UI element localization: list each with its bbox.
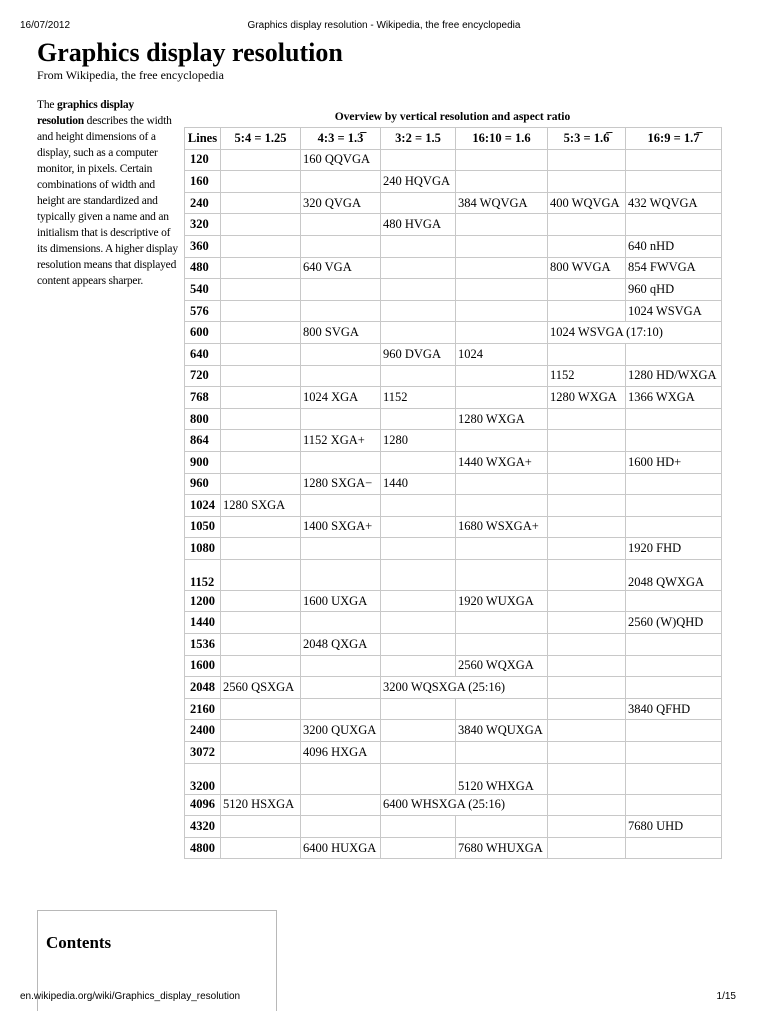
- resolution-cell: 384 WQVGA: [456, 192, 548, 214]
- resolution-cell: 2048 QWXGA: [626, 559, 722, 590]
- resolution-cell: [221, 590, 301, 612]
- resolution-cell: [301, 171, 381, 193]
- resolution-cell: [381, 763, 456, 794]
- resolution-cell: [381, 322, 456, 344]
- resolution-cell: [221, 634, 301, 656]
- resolution-cell: 1440: [381, 473, 456, 495]
- resolution-cell: [456, 171, 548, 193]
- table-row: [185, 612, 722, 634]
- row-lines-cell: 864: [185, 430, 221, 452]
- resolution-cell: 1152: [381, 387, 456, 409]
- resolution-cell: 640 nHD: [626, 235, 722, 257]
- resolution-cell: 1400 SXGA+: [301, 516, 381, 538]
- resolution-cell: [626, 149, 722, 171]
- resolution-cell: 1920 WUXGA: [456, 590, 548, 612]
- table-row: [185, 387, 722, 409]
- row-lines-cell: 800: [185, 408, 221, 430]
- table-row: [185, 235, 722, 257]
- resolution-cell: [381, 698, 456, 720]
- column-header: 5:4 = 1.25: [221, 128, 301, 150]
- resolution-cell: 1024 WSVGA (17:10): [548, 322, 722, 344]
- resolution-cell: [626, 742, 722, 764]
- resolution-cell: [456, 612, 548, 634]
- resolution-cell: [221, 387, 301, 409]
- row-lines-cell: 540: [185, 279, 221, 301]
- resolution-cell: [626, 343, 722, 365]
- table-row: [185, 473, 722, 495]
- resolution-cell: [381, 612, 456, 634]
- resolution-cell: [301, 559, 381, 590]
- row-lines-cell: 576: [185, 300, 221, 322]
- resolution-cell: [381, 300, 456, 322]
- resolution-cell: [626, 590, 722, 612]
- resolution-cell: [381, 742, 456, 764]
- resolution-cell: 1280 SXGA−: [301, 473, 381, 495]
- resolution-cell: [548, 590, 626, 612]
- row-lines-cell: 1050: [185, 516, 221, 538]
- resolution-cell: [381, 279, 456, 301]
- resolution-cell: 1152 XGA+: [301, 430, 381, 452]
- row-lines-cell: 2160: [185, 698, 221, 720]
- row-lines-cell: 1024: [185, 495, 221, 517]
- table-row: [185, 677, 722, 699]
- resolution-cell: 3840 QFHD: [626, 698, 722, 720]
- resolution-cell: [221, 365, 301, 387]
- resolution-cell: [381, 720, 456, 742]
- resolution-cell: [301, 235, 381, 257]
- resolution-cell: 1024: [456, 343, 548, 365]
- resolution-cell: 320 QVGA: [301, 192, 381, 214]
- row-lines-cell: 1440: [185, 612, 221, 634]
- row-lines-cell: 1600: [185, 655, 221, 677]
- table-row: [185, 794, 722, 816]
- resolution-cell: [221, 538, 301, 560]
- resolution-cell: [456, 214, 548, 236]
- resolution-cell: [221, 612, 301, 634]
- resolution-cell: [381, 816, 456, 838]
- resolution-cell: [301, 794, 381, 816]
- resolution-cell: [626, 516, 722, 538]
- resolution-cell: 1600 UXGA: [301, 590, 381, 612]
- resolution-cell: [626, 214, 722, 236]
- resolution-cell: [381, 516, 456, 538]
- resolution-cell: 3840 WQUXGA: [456, 720, 548, 742]
- resolution-cell: 400 WQVGA: [548, 192, 626, 214]
- resolution-cell: [548, 794, 626, 816]
- resolution-cell: [381, 590, 456, 612]
- resolution-cell: [548, 300, 626, 322]
- contents-title: Contents: [46, 933, 112, 952]
- row-lines-cell: 2048: [185, 677, 221, 699]
- resolution-cell: [221, 214, 301, 236]
- resolution-cell: [456, 257, 548, 279]
- resolution-cell: [301, 698, 381, 720]
- table-row: [185, 279, 722, 301]
- print-footer-url: en.wikipedia.org/wiki/Graphics_display_resolution: [20, 991, 241, 1002]
- table-row: [185, 720, 722, 742]
- resolution-cell: 1024 XGA: [301, 387, 381, 409]
- resolution-cell: [221, 473, 301, 495]
- resolution-cell: 5120 HSXGA: [221, 794, 301, 816]
- resolution-cell: [456, 300, 548, 322]
- row-lines-cell: 640: [185, 343, 221, 365]
- resolution-cell: 960 qHD: [626, 279, 722, 301]
- column-header: Lines: [185, 128, 221, 150]
- resolution-cell: 640 VGA: [301, 257, 381, 279]
- row-lines-cell: 900: [185, 451, 221, 473]
- intro-prefix: The: [37, 99, 57, 111]
- resolution-cell: 7680 UHD: [626, 816, 722, 838]
- resolution-cell: [548, 837, 626, 859]
- table-row: [185, 742, 722, 764]
- resolution-cell: [381, 634, 456, 656]
- table-row: [185, 257, 722, 279]
- resolution-cell: [548, 720, 626, 742]
- resolution-cell: [456, 279, 548, 301]
- resolution-cell: 2560 (W)QHD: [626, 612, 722, 634]
- resolution-cell: 3200 WQSXGA (25:16): [381, 677, 548, 699]
- table-row: [185, 451, 722, 473]
- resolution-cell: 1280: [381, 430, 456, 452]
- resolution-cell: 1280 WXGA: [456, 408, 548, 430]
- resolution-cell: [456, 559, 548, 590]
- resolution-cell: [626, 794, 722, 816]
- resolution-cell: [221, 149, 301, 171]
- resolution-cell: [548, 559, 626, 590]
- print-date: 16/07/2012: [20, 20, 71, 31]
- resolution-cell: [548, 763, 626, 794]
- resolution-cell: [301, 343, 381, 365]
- row-lines-cell: 120: [185, 149, 221, 171]
- table-row: [185, 322, 722, 344]
- resolution-cell: 1024 WSVGA: [626, 300, 722, 322]
- resolution-cell: [548, 473, 626, 495]
- resolution-cell: [548, 495, 626, 517]
- resolution-cell: [221, 698, 301, 720]
- table-row: [185, 559, 722, 590]
- resolution-cell: 1280 SXGA: [221, 495, 301, 517]
- resolution-cell: [221, 322, 301, 344]
- resolution-cell: [221, 451, 301, 473]
- resolution-cell: [548, 655, 626, 677]
- row-lines-cell: 4320: [185, 816, 221, 838]
- column-header: 16:10 = 1.6: [456, 128, 548, 150]
- resolution-cell: [301, 214, 381, 236]
- row-lines-cell: 4800: [185, 837, 221, 859]
- table-row: [185, 816, 722, 838]
- table-row: [185, 408, 722, 430]
- resolution-cell: 2560 WQXGA: [456, 655, 548, 677]
- resolution-cell: [548, 677, 626, 699]
- print-header-title: Graphics display resolution - Wikipedia, the free encyclopedia: [247, 20, 521, 31]
- resolution-cell: [301, 365, 381, 387]
- resolution-cell: [456, 387, 548, 409]
- resolution-cell: [548, 149, 626, 171]
- resolution-cell: [301, 612, 381, 634]
- row-lines-cell: 240: [185, 192, 221, 214]
- table-row: [185, 343, 722, 365]
- resolution-cell: [301, 451, 381, 473]
- resolution-cell: 1152: [548, 365, 626, 387]
- resolution-cell: 1680 WSXGA+: [456, 516, 548, 538]
- table-row: [185, 365, 722, 387]
- resolution-cell: [381, 538, 456, 560]
- print-page-number: 1/15: [716, 991, 736, 1002]
- resolution-cell: 1366 WXGA: [626, 387, 722, 409]
- row-lines-cell: 3200: [185, 763, 221, 794]
- resolution-cell: [548, 279, 626, 301]
- table-header-row: [185, 128, 722, 150]
- resolution-cell: 960 DVGA: [381, 343, 456, 365]
- table-row: [185, 171, 722, 193]
- page-subtitle: From Wikipedia, the free encyclopedia: [37, 68, 224, 82]
- table-row: [185, 763, 722, 794]
- row-lines-cell: 1152: [185, 559, 221, 590]
- row-lines-cell: 160: [185, 171, 221, 193]
- resolution-cell: [548, 343, 626, 365]
- resolution-cell: [381, 837, 456, 859]
- resolution-cell: [626, 655, 722, 677]
- row-lines-cell: 720: [185, 365, 221, 387]
- resolution-cell: [221, 837, 301, 859]
- intro-term: graphics display resolution: [37, 99, 134, 127]
- resolution-cell: [301, 300, 381, 322]
- resolution-cell: [301, 279, 381, 301]
- resolution-cell: [626, 171, 722, 193]
- resolution-cell: [221, 192, 301, 214]
- row-lines-cell: 360: [185, 235, 221, 257]
- table-row: [185, 149, 722, 171]
- resolution-cell: 1920 FHD: [626, 538, 722, 560]
- resolution-cell: [456, 235, 548, 257]
- resolution-cell: [626, 495, 722, 517]
- resolution-cell: [456, 473, 548, 495]
- column-header: 5:3 = 1.6̅: [548, 128, 626, 150]
- row-lines-cell: 3072: [185, 742, 221, 764]
- resolution-cell: 2560 QSXGA: [221, 677, 301, 699]
- resolution-cell: [301, 408, 381, 430]
- resolution-cell: [548, 698, 626, 720]
- resolution-cell: [221, 300, 301, 322]
- resolution-cell: [221, 257, 301, 279]
- resolution-cell: [301, 538, 381, 560]
- table-row: [185, 538, 722, 560]
- resolution-cell: [301, 816, 381, 838]
- table-row: [185, 634, 722, 656]
- resolution-cell: [626, 677, 722, 699]
- resolution-cell: [301, 495, 381, 517]
- resolution-cell: 6400 WHSXGA (25:16): [381, 794, 548, 816]
- table-row: [185, 698, 722, 720]
- resolution-cell: [456, 538, 548, 560]
- resolution-cell: 854 FWVGA: [626, 257, 722, 279]
- resolution-cell: [548, 538, 626, 560]
- resolution-cell: 1600 HD+: [626, 451, 722, 473]
- resolution-cell: [626, 763, 722, 794]
- resolution-cell: [456, 742, 548, 764]
- resolution-cell: [456, 816, 548, 838]
- resolution-cell: 1440 WXGA+: [456, 451, 548, 473]
- table-caption: Overview by vertical resolution and aspect ratio: [334, 111, 571, 123]
- resolution-cell: [381, 408, 456, 430]
- resolution-cell: [381, 149, 456, 171]
- resolution-cell: [221, 408, 301, 430]
- row-lines-cell: 960: [185, 473, 221, 495]
- resolution-cell: [456, 430, 548, 452]
- table-row: [185, 837, 722, 859]
- resolution-cell: 800 SVGA: [301, 322, 381, 344]
- resolution-cell: [381, 495, 456, 517]
- resolution-cell: 1280 HD/WXGA: [626, 365, 722, 387]
- resolution-cell: [548, 612, 626, 634]
- resolution-cell: [548, 235, 626, 257]
- resolution-cell: 4096 HXGA: [301, 742, 381, 764]
- row-lines-cell: 600: [185, 322, 221, 344]
- resolution-cell: 160 QQVGA: [301, 149, 381, 171]
- resolution-cell: [456, 634, 548, 656]
- resolution-cell: [221, 655, 301, 677]
- row-lines-cell: 1536: [185, 634, 221, 656]
- table-body: [185, 149, 722, 859]
- table-row: [185, 516, 722, 538]
- resolution-cell: [381, 365, 456, 387]
- resolution-cell: [381, 559, 456, 590]
- resolution-cell: [548, 430, 626, 452]
- resolution-cell: [381, 192, 456, 214]
- intro-paragraph: [37, 97, 179, 289]
- resolution-cell: [548, 742, 626, 764]
- row-lines-cell: 768: [185, 387, 221, 409]
- resolution-cell: 6400 HUXGA: [301, 837, 381, 859]
- resolution-cell: [548, 408, 626, 430]
- resolution-cell: [221, 742, 301, 764]
- table-row: [185, 192, 722, 214]
- resolution-cell: [221, 816, 301, 838]
- resolution-cell: 1280 WXGA: [548, 387, 626, 409]
- resolution-cell: [548, 451, 626, 473]
- resolution-table: [184, 127, 722, 859]
- table-row: [185, 495, 722, 517]
- column-header: 16:9 = 1.7̅: [626, 128, 722, 150]
- resolution-cell: 480 HVGA: [381, 214, 456, 236]
- resolution-cell: [456, 322, 548, 344]
- table-row: [185, 214, 722, 236]
- row-lines-cell: 480: [185, 257, 221, 279]
- resolution-cell: [221, 763, 301, 794]
- resolution-cell: 5120 WHXGA: [456, 763, 548, 794]
- resolution-cell: 7680 WHUXGA: [456, 837, 548, 859]
- resolution-cell: [301, 677, 381, 699]
- resolution-cell: [548, 214, 626, 236]
- resolution-cell: [221, 720, 301, 742]
- resolution-cell: [456, 149, 548, 171]
- resolution-cell: [456, 698, 548, 720]
- column-header: 4:3 = 1.3̅: [301, 128, 381, 150]
- resolution-cell: [221, 516, 301, 538]
- resolution-cell: 800 WVGA: [548, 257, 626, 279]
- resolution-cell: [381, 655, 456, 677]
- resolution-cell: 240 HQVGA: [381, 171, 456, 193]
- resolution-cell: [221, 235, 301, 257]
- resolution-cell: [381, 451, 456, 473]
- row-lines-cell: 320: [185, 214, 221, 236]
- resolution-cell: [221, 559, 301, 590]
- resolution-cell: [548, 634, 626, 656]
- table-row: [185, 590, 722, 612]
- table-row: [185, 300, 722, 322]
- resolution-cell: [221, 343, 301, 365]
- resolution-cell: [626, 473, 722, 495]
- row-lines-cell: 4096: [185, 794, 221, 816]
- resolution-cell: [626, 430, 722, 452]
- resolution-cell: 432 WQVGA: [626, 192, 722, 214]
- resolution-cell: [381, 235, 456, 257]
- column-header: 3:2 = 1.5: [381, 128, 456, 150]
- row-lines-cell: 2400: [185, 720, 221, 742]
- resolution-cell: 3200 QUXGA: [301, 720, 381, 742]
- resolution-cell: [626, 837, 722, 859]
- table-row: [185, 430, 722, 452]
- row-lines-cell: 1080: [185, 538, 221, 560]
- resolution-cell: [301, 655, 381, 677]
- resolution-cell: [626, 408, 722, 430]
- resolution-cell: [221, 171, 301, 193]
- row-lines-cell: 1200: [185, 590, 221, 612]
- resolution-cell: [301, 763, 381, 794]
- table-row: [185, 655, 722, 677]
- resolution-cell: [548, 816, 626, 838]
- page-title: Graphics display resolution: [37, 38, 343, 67]
- resolution-cell: 2048 QXGA: [301, 634, 381, 656]
- resolution-cell: [626, 720, 722, 742]
- resolution-cell: [626, 634, 722, 656]
- resolution-cell: [221, 430, 301, 452]
- resolution-cell: [456, 495, 548, 517]
- resolution-cell: [548, 171, 626, 193]
- intro-text: describes the width and height dimensions of a display, such as a computer monitor, in pixels. Certain combinations of width and height are standardized and typically given a name and an initialism that is descriptive of its dimensions. A higher display resolution means that displayed content appears sharper.: [37, 115, 178, 287]
- resolution-cell: [548, 516, 626, 538]
- resolution-cell: [456, 365, 548, 387]
- resolution-cell: [221, 279, 301, 301]
- resolution-cell: [381, 257, 456, 279]
